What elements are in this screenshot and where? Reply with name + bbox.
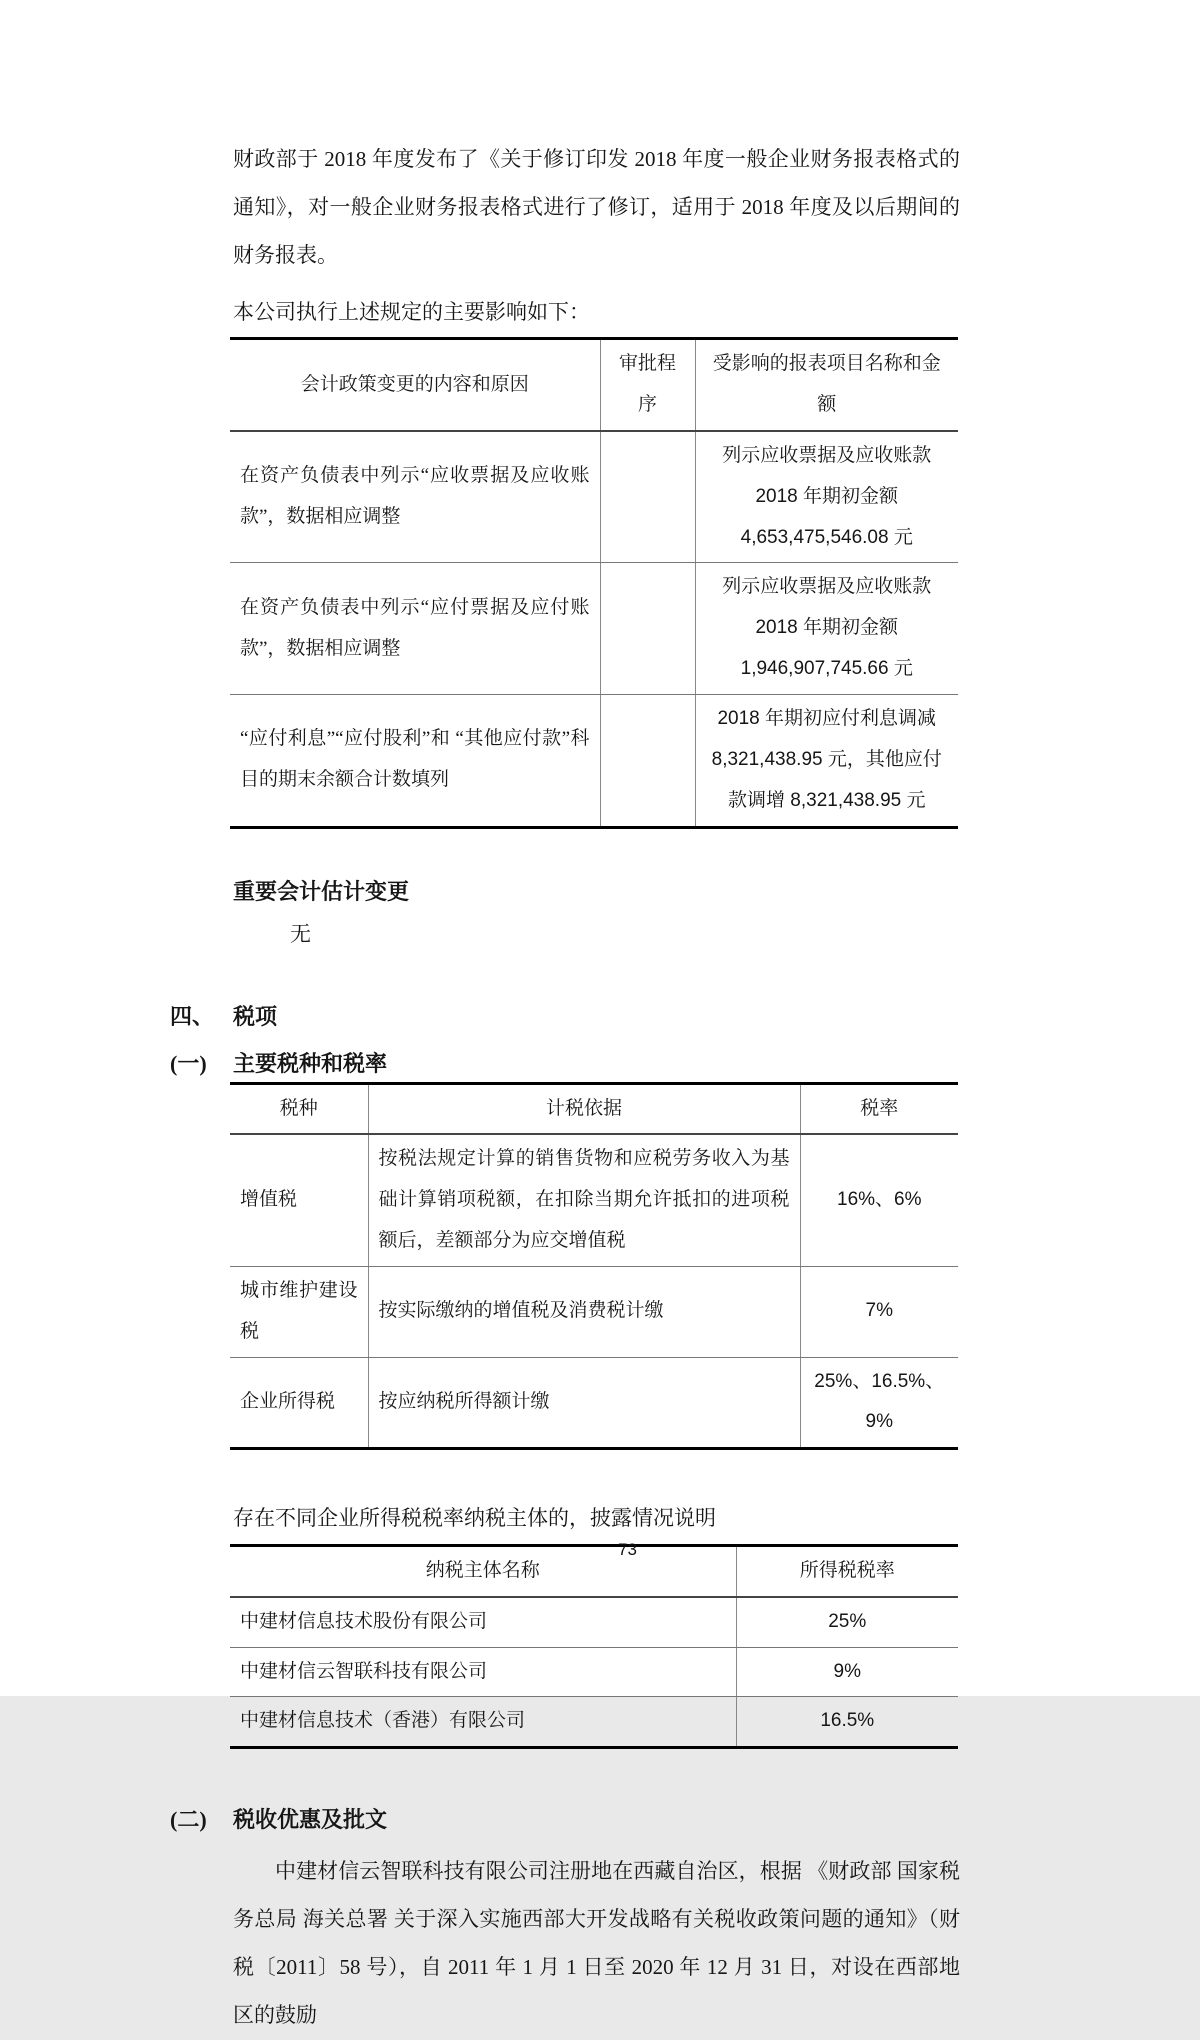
- table-row: [230, 1697, 958, 1748]
- entity-row3-rate: 16.5%: [736, 1697, 958, 1748]
- policy-header-impact: 受影响的报表项目名称和金额: [695, 339, 958, 431]
- tax-row2-rate: 7%: [800, 1266, 958, 1357]
- policy-change-table: [230, 337, 958, 828]
- entity-row1-rate: 25%: [736, 1597, 958, 1647]
- subsection-tax-preference-number: (二): [170, 1807, 207, 1833]
- tax-row1-type: 增值税: [230, 1134, 368, 1266]
- subsection-tax-preference: [170, 1803, 963, 1834]
- tax-header-basis: 计税依据: [368, 1083, 800, 1134]
- entity-header-name: 纳税主体名称: [230, 1545, 736, 1596]
- policy-table-header-row: [230, 339, 958, 431]
- section-tax-title: 税项: [233, 1003, 278, 1029]
- policy-row3-impact: 2018 年期初应付利息调减 8,321,438.95 元，其他应付款调增 8,321,438.95 元: [695, 694, 958, 827]
- page-number: 73: [618, 1540, 637, 1559]
- entity-disclosure-note: 存在不同企业所得税税率纳税主体的，披露情况说明: [233, 1506, 716, 1531]
- tax-header-rate: 税率: [800, 1083, 958, 1134]
- estimate-change-value: 无: [290, 921, 311, 946]
- policy-table-lead-in: 本公司执行上述规定的主要影响如下：: [233, 299, 590, 324]
- tax-row3-basis: 按应纳税所得额计缴: [368, 1357, 800, 1449]
- policy-row2-impact: 列示应收票据及应收账款 2018 年期初金额 1,946,907,745.66 元: [695, 563, 958, 695]
- entity-row2-name: 中建材信云智联科技有限公司: [230, 1647, 736, 1697]
- policy-header-content: 会计政策变更的内容和原因: [230, 339, 600, 431]
- tax-row3-type: 企业所得税: [240, 1390, 336, 1412]
- policy-header-approval: 审批程序: [600, 339, 695, 431]
- table-row: [230, 1134, 958, 1266]
- estimate-change-heading: 重要会计估计变更: [233, 878, 410, 904]
- section-tax: [170, 1000, 963, 1031]
- table-row: [230, 1597, 958, 1647]
- subsection-main-taxes-number: (一): [170, 1050, 207, 1076]
- table-row: [230, 563, 958, 695]
- subsection-tax-preference-title: 税收优惠及批文: [233, 1807, 388, 1833]
- table-row: [230, 694, 958, 827]
- section-tax-number: 四、: [170, 1003, 215, 1029]
- policy-row2-approval: [600, 563, 695, 695]
- tax-row2-type: 城市维护建设税: [230, 1266, 368, 1357]
- tax-rate-table: [230, 1082, 958, 1451]
- intro-paragraph: 财政部于 2018 年度发布了《关于修订印发 2018 年度一般企业财务报表格式的通知》，对一般企业财务报表格式进行了修订，适用于 2018 年度及以后期间的财务报表。: [233, 147, 960, 267]
- policy-row1-content: 在资产负债表中列示“应收票据及应收账款”，数据相应调整: [230, 431, 600, 563]
- entity-row2-rate: 9%: [736, 1647, 958, 1697]
- page-content: [170, 0, 963, 2040]
- entity-header-rate: 所得税税率: [736, 1545, 958, 1596]
- table-row: [230, 1357, 958, 1449]
- policy-row1-approval: [600, 431, 695, 563]
- policy-row1-impact: 列示应收票据及应收账款 2018 年期初金额 4,653,475,546.08 元: [695, 431, 958, 563]
- entity-row1-name: 中建材信息技术股份有限公司: [230, 1597, 736, 1647]
- table-row: [230, 1266, 958, 1357]
- tax-row3-rate: 25%、16.5%、9%: [800, 1357, 958, 1449]
- tax-row1-basis: 按税法规定计算的销售货物和应税劳务收入为基础计算销项税额，在扣除当期允许抵扣的进项税额后，差额部分为应交增值税: [368, 1134, 800, 1266]
- subsection-main-taxes-title: 主要税种和税率: [233, 1050, 388, 1076]
- entity-table-header-row: [230, 1545, 958, 1596]
- tax-preference-paragraph: 中建材信云智联科技有限公司注册地在西藏自治区，根据 《财政部 国家税务总局 海关总署 关于深入实施西部大开发战略有关税收政策问题的通知》（财税〔2011〕58 号），自 2011 年 1 月 1 日至 2020 年 12 月 31 日，对设在西部地区的鼓励: [233, 1859, 960, 2027]
- policy-row2-content: 在资产负债表中列示“应付票据及应付账款”，数据相应调整: [230, 563, 600, 695]
- entity-row3-name: 中建材信息技术（香港）有限公司: [240, 1710, 526, 1732]
- policy-row3-content: “应付利息”“应付股利”和 “其他应付款”科目的期末余额合计数填列: [240, 728, 590, 791]
- tax-table-header-row: [230, 1083, 958, 1134]
- table-row: [230, 431, 958, 563]
- taxpayer-entity-table: [230, 1544, 958, 1749]
- subsection-main-taxes: [170, 1047, 963, 1078]
- tax-header-type: 税种: [230, 1083, 368, 1134]
- table-row: [230, 1647, 958, 1697]
- tax-row2-basis: 按实际缴纳的增值税及消费税计缴: [368, 1266, 800, 1357]
- policy-row3-approval: [600, 694, 695, 827]
- tax-row1-rate: 16%、6%: [800, 1134, 958, 1266]
